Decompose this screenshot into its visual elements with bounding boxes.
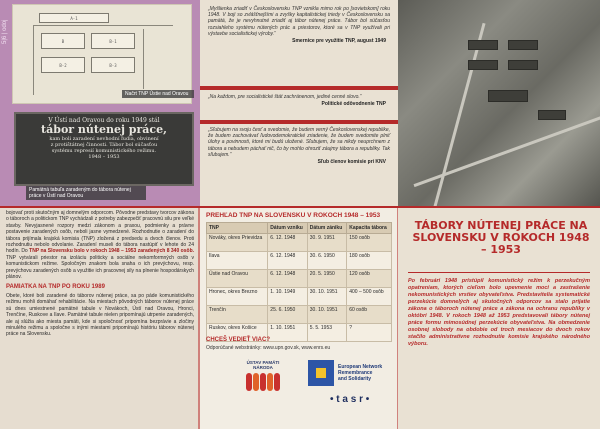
quote-source: Sľub členov komisie pri KNV bbox=[317, 159, 386, 166]
plan-block: B-2 bbox=[41, 57, 85, 73]
table-cell: 120 osôb bbox=[347, 270, 392, 288]
table-cell: Hronec, okres Brezno bbox=[207, 288, 268, 306]
title-column bbox=[398, 208, 600, 429]
quote-block bbox=[200, 94, 398, 107]
plan-block: B bbox=[41, 33, 85, 49]
table-cell: 30. 10. 1951 bbox=[307, 288, 346, 306]
table-row bbox=[207, 234, 392, 252]
left-photo-panel bbox=[0, 0, 200, 206]
quote-source: Politické odôvodnenie TNP bbox=[321, 101, 386, 108]
table-cell: Ruskov, okres Košice bbox=[207, 324, 268, 342]
table-cell: 6. 12. 1948 bbox=[268, 234, 307, 252]
more-info-heading: CHCEŠ VEDIEŤ VIAC? bbox=[206, 337, 271, 343]
table-row bbox=[207, 270, 392, 288]
memorial-plaque bbox=[14, 112, 194, 186]
plaque-line: 1948 – 1953 bbox=[88, 154, 120, 160]
table-cell: 60 osôb bbox=[347, 306, 392, 324]
table-cell: 5. 5. 1953 bbox=[307, 324, 346, 342]
upn-logo-mark bbox=[238, 373, 288, 391]
table-cell: 25. 6. 1950 bbox=[268, 306, 307, 324]
history-paragraph: TNP vytvárali priestor na izoláciu politicky a sociálne nekomformných osôb v komunistickom režime. Spoločným znakom bola snaha o ich prevýchovu, resp. prevýchovu zaradených osôb a využitie ich pracovnej sily na plnenie hospodárskych plánov. bbox=[6, 254, 194, 281]
history-column bbox=[0, 208, 198, 429]
plaque-caption: Pamätná tabuľa zaradeným do tábora nútenej práce v Ústí nad Oravou bbox=[26, 186, 146, 200]
enrs-logo-text: and Solidarity bbox=[338, 376, 372, 382]
table-cell: 1. 10. 1949 bbox=[268, 288, 307, 306]
table-row bbox=[207, 306, 392, 324]
plaque-title: tábor nútenej práce, bbox=[41, 123, 167, 136]
table-heading: PREHĽAD TNP NA SLOVENSKU V ROKOCH 1948 – 1953 bbox=[206, 212, 381, 219]
table-cell: 400 – 500 osôb bbox=[347, 288, 392, 306]
table-cell: 150 osôb bbox=[347, 234, 392, 252]
quote-source: Smernice pre využitie TNP, august 1949 bbox=[292, 38, 386, 45]
intro-text: Po februári 1948 prístúpil komunistický režim k perzekučným opatreniam, ktorých cieľom bolo upevnenie moci a zastrašenie nekomunistických vrstiev obyvateľstva. Predstavitelia systematické perzekúcie domnelých aj skutočných odporcov sa stalo prijatie zákona o táboroch nútenej práce a zákona na ochranu republiky v októbri 1948. V rokoch 1948 až 1953 predstavovali tábory nútenej práce formu mimosúdnej perzekúcie obyvateľstva. Na obmedzenie osobnej slobody na obdobie od troch mesiacov do dvoch rokov stačilo administratívne rozhodnutie komisie krajského národného výboru. bbox=[408, 278, 590, 347]
table-cell: 180 osôb bbox=[347, 252, 392, 270]
partner-logos bbox=[238, 360, 398, 414]
enrs-logo bbox=[308, 360, 398, 405]
memory-heading: PAMIATKA NA TNP PO ROKU 1989 bbox=[6, 284, 105, 291]
quote-text: „Na každom, pre socialistické štát zachránenom, jediné cenné slovo.“ bbox=[208, 94, 362, 100]
aerial-photo-image bbox=[398, 0, 600, 206]
table-header-row bbox=[207, 223, 392, 234]
table-row bbox=[207, 288, 392, 306]
enrs-logo-mark bbox=[308, 360, 334, 386]
history-paragraph: bojovať proti skutočným aj domnelým odporcom. Pôvodne predstavy tvorcov zákona o táboroch a politickom TNP vychádzali z potreby zabezpečiť pracovnú silu pre veľké stavby. Nevyjasnené rozpory medzi zákonom a praxou, podmienky a právne postavenie zaradených osôb, neboli jasne vymedzené. Rozhodnutie o zaradení do tábora prijímala krajská komisia (TNP) zložená z predsedu a dvoch členov. Proti rozhodnutiu nebolo odvolanie. Zaradení museli do tábora nastúpiť v lehote do 24 hodín. Do bbox=[6, 210, 194, 255]
column-header: Dátum zániku bbox=[307, 223, 346, 234]
table-cell: 30. 9. 1951 bbox=[307, 234, 346, 252]
title-rule bbox=[408, 272, 590, 273]
table-row bbox=[207, 252, 392, 270]
table-cell: ? bbox=[347, 324, 392, 342]
page-title: TÁBORY NÚTENEJ PRÁCE NA SLOVENSKU V ROKOCH 1948 – 1953 bbox=[412, 219, 590, 256]
plan-block: B-1 bbox=[91, 33, 135, 49]
table-cell: Ústie nad Oravou bbox=[207, 270, 268, 288]
plaque-line: kam boli zaradení nevhodní ľudia, obvinení bbox=[49, 136, 159, 142]
quote-block bbox=[200, 6, 398, 44]
plaque-line: V Ústí nad Oravou do roku 1949 stál bbox=[48, 117, 160, 124]
plan-block: B-3 bbox=[91, 57, 135, 73]
table-cell: 20. 5. 1950 bbox=[307, 270, 346, 288]
table-cell: 1. 10. 1951 bbox=[268, 324, 307, 342]
history-highlight: TNP na Slovensku bolo v rokoch 1948 – 1953 zaradených 8 340 osôb. bbox=[29, 248, 195, 255]
plaque-line: z protištátnej činnosti. Tábor bol súčasťou bbox=[50, 142, 158, 148]
aerial-photo bbox=[398, 0, 600, 206]
enrs-logo-text: European Network bbox=[338, 364, 383, 370]
quote-block bbox=[200, 127, 398, 165]
table-cell: 30. 6. 1950 bbox=[307, 252, 346, 270]
enrs-logo-text: Remembrance bbox=[338, 370, 373, 376]
quote-divider bbox=[200, 120, 398, 124]
quote-text: „Sľubujem na svoju česť a svedomie, že budem verný Československej republike, že budem zachovávať ľudovodemokratické zriadenie, že budem svedomite plniť úlohy a povinnosti, ktoré mi budú uložené. Sľubujem, že sa nikdy neuprchnem z tábora a nebudem páchať nič, čo by mohlo ohroziť záujmy tábora a republiky. Tak sľubujem.“ bbox=[208, 127, 390, 158]
memory-paragraph: Obete, ktoré boli zaradené do táborov nútenej práce, sa po páde komunistického režimu mohli domáhať rehabilitácie. Na miestach pôvodných táborov nútenej práce sú dnes umiestnené pamätné tabule v Novákoch, Ústí nad Oravou, Hronci, Trenčíne, Ruskove a Ilave. Pamätné tabule nielen pripomínajú utrpenie zaradených, ale aj slúžia ako miesta pamäti, kde si spoločnosť pripomína bezprávie a zločiny minulého režimu a spoločne s inými miestami pripomínajú históriu táborov nútenej práce na Slovensku. bbox=[6, 292, 194, 338]
table-cell: 6. 12. 1948 bbox=[268, 252, 307, 270]
table-cell: 6. 12. 1948 bbox=[268, 270, 307, 288]
camps-table bbox=[206, 222, 392, 342]
table-cell: Ilava bbox=[207, 252, 268, 270]
table-cell: Trenčín bbox=[207, 306, 268, 324]
upn-logo-text: ÚSTAV PAMÄTI NÁRODA bbox=[246, 360, 280, 370]
column-header: TNP bbox=[207, 223, 268, 234]
column-header: Dátum vzniku bbox=[268, 223, 307, 234]
history-text bbox=[6, 210, 194, 338]
plan-block: A-1 bbox=[39, 13, 109, 23]
plan-caption: Načrt TNP Ústie nad Oravou bbox=[122, 90, 194, 98]
table-cell: Nováky, okres Prievidza bbox=[207, 234, 268, 252]
page-number: 5|6 | odoj bbox=[2, 19, 8, 44]
quote-text: „Myšlienka zriadiť v Československu TNP vznikla mimo rok po [sovietskom] roku 1948. V boji so zvlášťnejšími a zvyšky kapitalistickej triedy v Československu sa pamätá, že je nevyhnutné zriadiť aj tábor nútenej práce. Tábor bol súčasťou rozsiahleho systému nútených prác a priestorov, ktoré sa v TNP využívali pri výstavbe socialistickej výroby.“ bbox=[208, 6, 390, 37]
table-cell: 30. 10. 1951 bbox=[307, 306, 346, 324]
plaque-line: systému represií komunistického režimu. bbox=[51, 148, 157, 154]
tasr-logo: • t a s r • bbox=[330, 394, 370, 405]
top-strip bbox=[0, 0, 600, 206]
column-header: Kapacita tábora bbox=[347, 223, 392, 234]
quotes-panel bbox=[200, 0, 398, 206]
upn-logo bbox=[238, 360, 288, 414]
quote-divider bbox=[200, 86, 398, 90]
camp-plan-image bbox=[12, 4, 192, 104]
recommended-websites[interactable]: Odporúčané webstránky: www.upn.gov.sk, www.enrs.eu bbox=[206, 345, 331, 351]
